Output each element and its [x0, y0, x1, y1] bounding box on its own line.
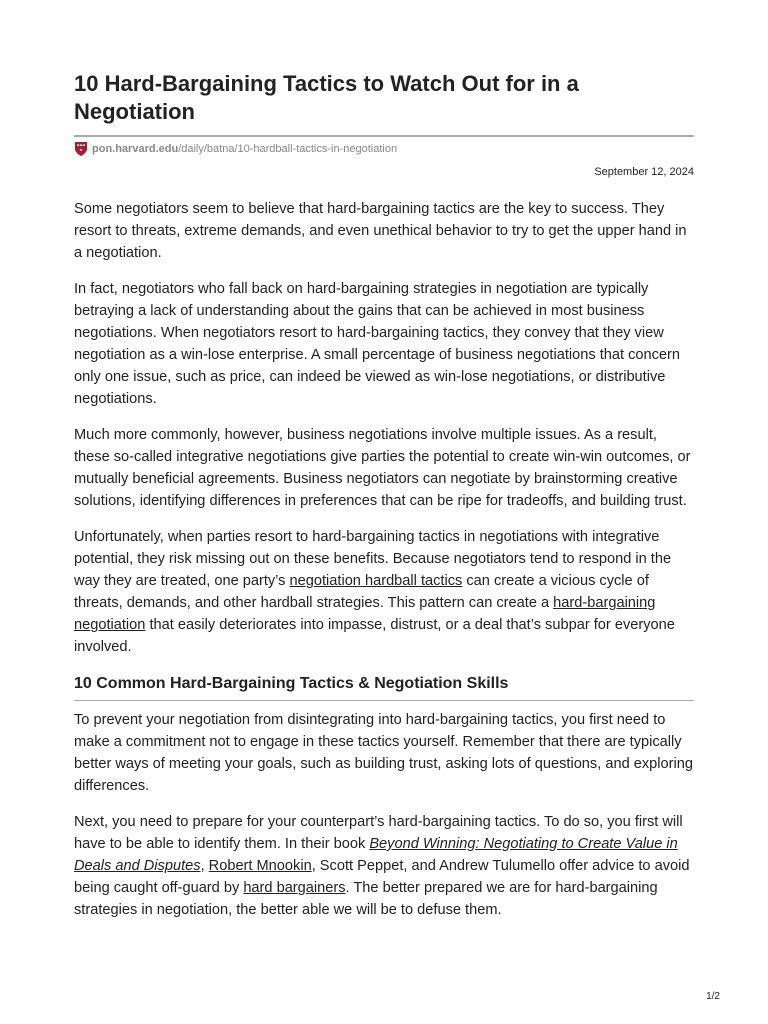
article-title: 10 Hard-Bargaining Tactics to Watch Out for in a Negotiation	[74, 71, 579, 124]
harvard-shield-icon	[74, 141, 88, 157]
paragraph-4	[74, 526, 694, 658]
paragraph-4-text-a: Unfortunately, when parties resort to hard-bargaining tactics in negotiations with integrative potential, they risk missing out on these benefits. Because negotiators tend to respond in the way they are treated, one party’s	[74, 529, 672, 589]
paragraph-6-text-c: , Scott Peppet, and Andrew Tulumello offer advice to avoid being caught off-guard by	[74, 858, 690, 896]
paragraph-1: Some negotiators seem to believe that hard-bargaining tactics are the key to success. They resort to threats, extreme demands, and even unethical behavior to try to get the upper hand in a negotiation.	[74, 201, 687, 261]
source-link[interactable]	[92, 143, 397, 155]
section-heading: 10 Common Hard-Bargaining Tactics & Negotiation Skills	[74, 675, 509, 692]
paragraph-2: In fact, negotiators who fall back on hard-bargaining strategies in negotiation are typically betraying a lack of understanding about the gains that can be achieved in most business negotiations. When negotiators resort to hard-bargaining tactics, they convey that they view negotiation as a win-lose enterprise. A small percentage of business negotiations that concern only one issue, such as price, can indeed be viewed as win-lose negotiations, or distributive negotiations.	[74, 281, 681, 407]
source-path: /daily/batna/10-hardball-tactics-in-negotiation	[178, 143, 398, 155]
link-negotiation-hardball-tactics[interactable]: negotiation hardball tactics	[289, 573, 463, 589]
page-number: 1/2	[706, 991, 720, 1002]
paragraph-4-text-b: can create a vicious cycle of threats, demands, and other hardball strategies. This pattern can create a	[74, 573, 649, 611]
source-domain: pon.harvard.edu	[92, 143, 179, 155]
paragraph-5: To prevent your negotiation from disintegrating into hard-bargaining tactics, you first need to make a commitment not to engage in these tactics yourself. Remember that there are typically better ways of meeting your goals, such as building trust, asking lots of questions, and exploring differences.	[74, 712, 693, 794]
paragraph-3: Much more commonly, however, business negotiations involve multiple issues. As a result, these so-called integrative negotiations give parties the potential to create win-win outcomes, or mutually beneficial agreements. Business negotiators can negotiate by brainstorming creative solutions, identifying differences in preferences that can be ripe for tradeoffs, and building trust.	[74, 427, 691, 509]
paragraph-6-text-b: ,	[200, 858, 209, 874]
source-line	[74, 141, 397, 157]
paragraph-6-text-a: Next, you need to prepare for your counterpart’s hard-bargaining tactics. To do so, you first will have to be able to identify them. In their book	[74, 814, 683, 852]
paragraph-6	[74, 811, 694, 921]
link-robert-mnookin[interactable]: Robert Mnookin	[208, 858, 312, 874]
paragraph-6-text-d: . The better prepared we are for hard-bargaining strategies in negotiation, the better able we will be to defuse them.	[74, 880, 658, 918]
section-divider	[74, 700, 694, 701]
paragraph-4-text-c: that easily deteriorates into impasse, distrust, or a deal that’s subpar for everyone involved.	[74, 617, 675, 655]
title-divider	[74, 135, 694, 137]
link-beyond-winning-book[interactable]: Beyond Winning: Negotiating to Create Value in Deals and Disputes	[74, 836, 678, 874]
publish-date: September 12, 2024	[594, 166, 694, 178]
link-hard-bargainers[interactable]: hard bargainers	[243, 880, 346, 896]
link-hard-bargaining-negotiation[interactable]: hard-bargaining negotiation	[74, 595, 656, 633]
article-body	[74, 198, 694, 935]
